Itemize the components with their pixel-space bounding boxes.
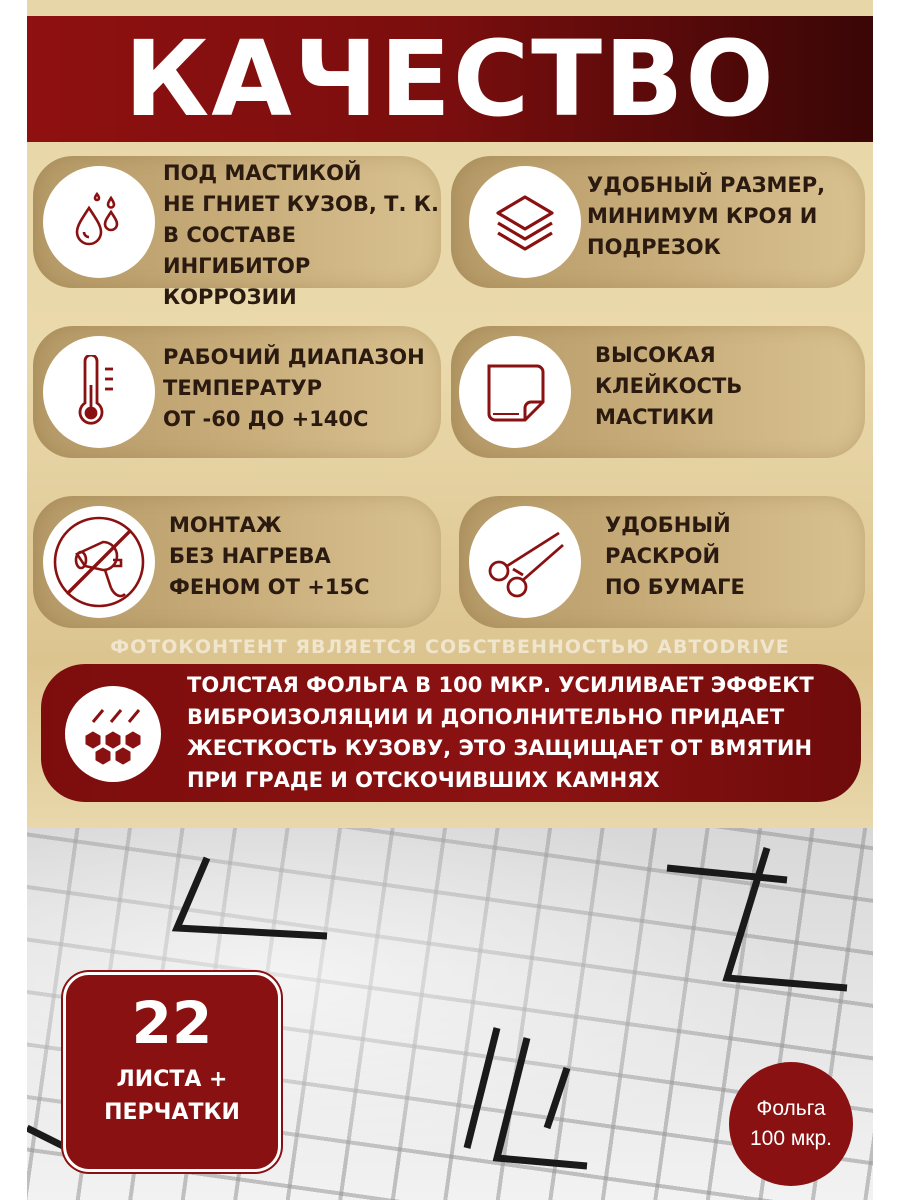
sticker-icon <box>459 336 571 448</box>
feature-text-adhesion: ВЫСОКАЯ КЛЕЙКОСТЬ МАСТИКИ <box>595 343 743 429</box>
hail-icon <box>65 686 161 782</box>
feature-text-mounting: МОНТАЖ БЕЗ НАГРЕВА ФЕНОМ ОТ +15С <box>169 513 370 599</box>
sheet-count-badge <box>63 972 281 1172</box>
infographic-page <box>27 0 873 1200</box>
feature-text-cutting: УДОБНЫЙ РАСКРОЙ ПО БУМАГЕ <box>605 513 745 599</box>
info-banner <box>41 664 861 802</box>
feature-text-corrosion: ПОД МАСТИКОЙ НЕ ГНИЕТ КУЗОВ, Т. К. В СОСТАВЕ ИНГИБИТОР КОРРОЗИИ <box>163 161 439 309</box>
layers-icon <box>469 166 581 278</box>
feature-text-size: УДОБНЫЙ РАЗМЕР, МИНИМУМ КРОЯ И ПОДРЕЗОК <box>587 173 826 259</box>
feature-card-adhesion <box>451 326 865 458</box>
sheet-count-number: 22 <box>131 989 213 1057</box>
drops-icon <box>43 166 155 278</box>
watermark: ФОТОКОНТЕНТ ЯВЛЯЕТСЯ СОБСТВЕННОСТЬЮ ABTODRIVE <box>110 636 790 658</box>
foil-thickness-badge: Фольга 100 мкр. <box>729 1062 853 1186</box>
feature-text-temperature: РАБОЧИЙ ДИАПАЗОН ТЕМПЕРАТУР ОТ -60 ДО +140С <box>163 345 425 431</box>
header-banner <box>27 16 873 142</box>
no-hairdryer-icon <box>43 506 155 618</box>
feature-card-size <box>451 156 865 288</box>
page-title: КАЧЕСТВО <box>124 18 776 140</box>
feature-card-corrosion <box>33 156 441 309</box>
sheet-count-label: ЛИСТА + ПЕРЧАТКИ <box>104 1067 240 1125</box>
thermometer-icon <box>43 336 155 448</box>
feature-card-cutting <box>459 496 865 628</box>
feature-card-mounting <box>33 496 441 628</box>
feature-card-temperature <box>33 326 441 458</box>
scissors-icon <box>469 506 581 618</box>
banner-text: ТОЛСТАЯ ФОЛЬГА В 100 МКР. УСИЛИВАЕТ ЭФФЕКТ ВИБРОИЗОЛЯЦИИ И ДОПОЛНИТЕЛЬНО ПРИДАЕТ ЖЕСТКОСТЬ КУЗОВУ, ЭТО ЗАЩИЩАЕТ ОТ ВМЯТИН ПРИ ГРАДЕ И ОТСКОЧИВШИХ КАМНЯХ <box>187 673 814 792</box>
